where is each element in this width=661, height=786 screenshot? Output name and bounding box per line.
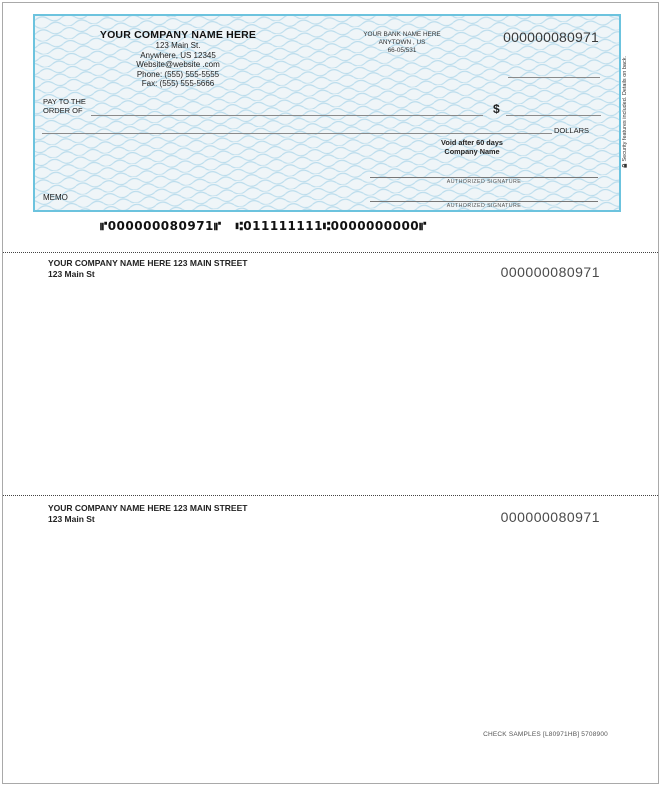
bank-block [335, 31, 469, 54]
stub-check-number: 000000080971 [500, 509, 600, 525]
stub-address-line: 123 Main St [48, 269, 95, 279]
micr-line [100, 219, 427, 233]
security-text: Security features included. Details on back. [621, 56, 628, 162]
pay-to-line-2: ORDER OF [43, 105, 83, 115]
company-address-line: Phone: (555) 555-5555 [136, 69, 220, 79]
check-number: 000000080971 [503, 29, 599, 45]
check [33, 14, 621, 212]
company-block [63, 29, 293, 89]
amount-words-line [42, 133, 552, 134]
payee-line [91, 115, 483, 116]
dollar-sign: $ [493, 102, 500, 116]
authorized-signature-label: AUTHORIZED SIGNATURE [446, 203, 522, 209]
date-line [508, 77, 600, 78]
signature-line-2 [370, 201, 598, 209]
company-address-line: Anywhere, US 12345 [140, 50, 216, 60]
dollars-label: DOLLARS [554, 126, 590, 135]
authorized-signature-label: AUTHORIZED SIGNATURE [446, 179, 522, 185]
company-address-line: Fax: (555) 555-5666 [141, 79, 215, 89]
bank-name: YOUR BANK NAME HERE [363, 31, 441, 38]
security-notice [620, 56, 629, 168]
void-after-text: Void after 60 days [441, 138, 503, 147]
company-name: YOUR COMPANY NAME HERE [99, 29, 257, 41]
company-address-line: Website@website .com [136, 60, 220, 70]
pay-to-label [43, 98, 86, 116]
perforation-line-2 [3, 495, 658, 496]
memo-label: MEMO [43, 193, 68, 202]
stub-check-number: 000000080971 [500, 264, 600, 280]
perforation-line-1 [3, 252, 658, 253]
bank-fraction: 66-05/531 [387, 46, 417, 54]
stub-company-line: YOUR COMPANY NAME HERE 123 MAIN STREET [48, 503, 248, 513]
bank-city: ANYTOWN , US [378, 38, 426, 46]
void-notice [392, 138, 552, 156]
stub-address-line: 123 Main St [48, 514, 95, 524]
stub-company-line: YOUR COMPANY NAME HERE 123 MAIN STREET [48, 258, 248, 268]
micr-transit-account-field: ⑆011111111⑆0000000000⑈ [235, 219, 427, 233]
signature-line-1 [370, 177, 598, 185]
amount-line [506, 115, 601, 116]
lock-icon [621, 163, 628, 168]
micr-onus-field: ⑈000000080971⑈ [100, 219, 222, 233]
pay-to-line-1: PAY TO THE [43, 97, 86, 106]
company-address-line: 123 Main St. [155, 41, 201, 50]
footer-code: CHECK SAMPLES [L80971HB] 5708900 [483, 731, 608, 738]
void-company-name: Company Name [444, 147, 500, 156]
